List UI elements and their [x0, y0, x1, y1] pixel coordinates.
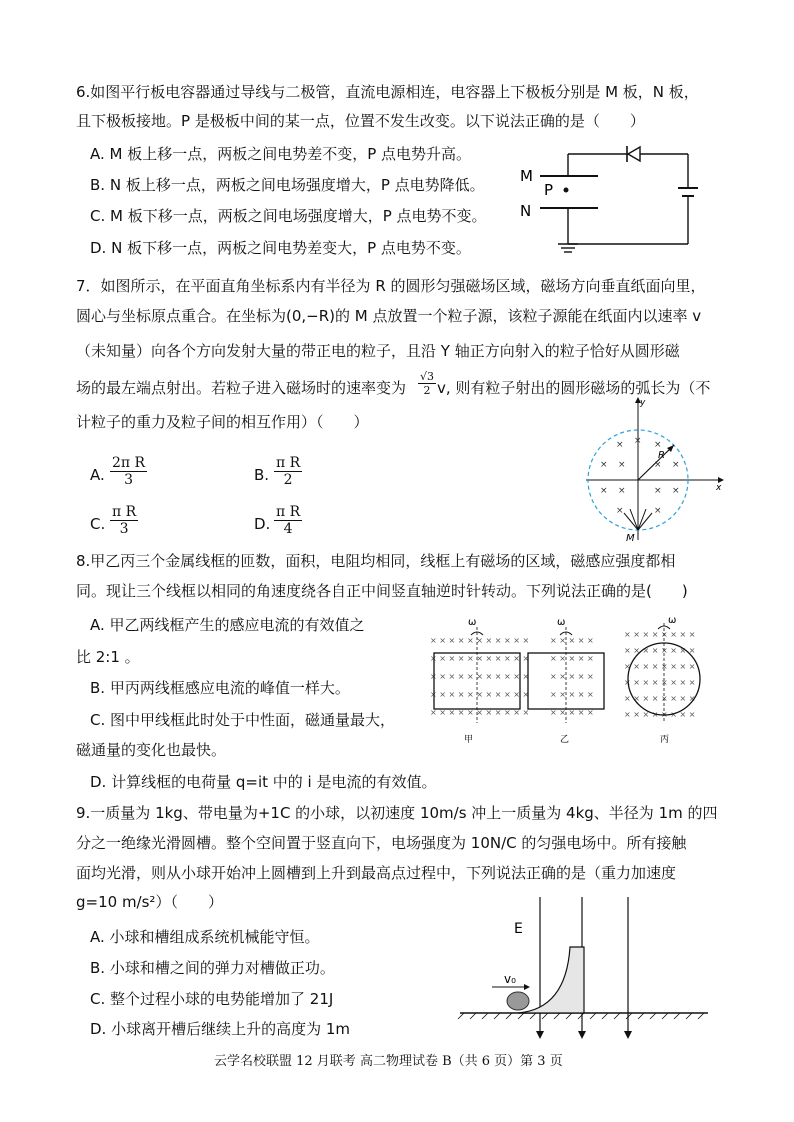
q7-option-b-num: π R — [276, 455, 301, 471]
svg-text:×: × — [654, 460, 662, 470]
svg-text:×: × — [618, 460, 626, 470]
q8-rotating-loops-figure — [428, 615, 718, 745]
q8-option-a-line1: A. 甲乙两线框产生的感应电流的有效值之 — [90, 616, 365, 634]
q7-option-a-num: 2π R — [112, 455, 146, 471]
q7-speed-fraction-num: √3 — [420, 370, 435, 383]
svg-text:×: × — [618, 486, 626, 496]
q8-stem-line2: 同。现让三个线框以相同的角速度绕各自正中间竖直轴逆时针转动。下列说法正确的是( ) — [76, 582, 688, 600]
q9-electric-field-groove-figure — [458, 895, 718, 1045]
svg-text:×: × — [654, 486, 662, 496]
q8-option-c-line1: C. 图中甲线框此时处于中性面，磁通量最大， — [90, 711, 396, 729]
q7-magnetic-field-figure — [578, 395, 728, 545]
q7-speed-fraction-den: 2 — [423, 384, 431, 397]
svg-text:× × × × × × × ×: × × × × × × × × — [624, 694, 696, 703]
q7-point-m-label: M — [626, 533, 635, 544]
q9-stem-line4: g=10 m/s²）（ ） — [76, 893, 223, 911]
q7-speed-fraction — [418, 370, 436, 397]
q9-stem-line3: 面均光滑，则从小球开始冲上圆槽到上升到最高点过程中，下列说法正确的是（重力加速度 — [76, 864, 677, 882]
q9-option-b: B. 小球和槽之间的弹力对槽做正功。 — [90, 959, 335, 977]
q8-stem-line1: 8.甲乙丙三个金属线框的匝数，面积，电阻均相同，线框上有磁场的区域，磁感应强度都相 — [76, 552, 676, 570]
q7-axis-x-label: x — [716, 483, 722, 493]
svg-text:× × × × × × × ×: × × × × × × × × — [624, 662, 696, 671]
q7-option-c-den: 3 — [119, 521, 129, 537]
q7-option-d-fraction — [274, 504, 302, 537]
svg-text:× × × × × × × × × × ×: × × × × × × × × × × × — [430, 708, 530, 717]
q6-label-n: N — [520, 202, 532, 220]
q9-field-label-e: E — [514, 921, 523, 937]
q8-label-bing: 丙 — [660, 735, 670, 745]
q7-option-b-den: 2 — [283, 472, 293, 488]
q7-option-c-label: C. — [90, 515, 106, 533]
svg-text:× × × × ×: × × × × × — [550, 708, 594, 717]
svg-text:×: × — [654, 506, 662, 516]
q9-stem-line2: 分之一绝缘光滑圆槽。整个空间置于竖直向下，电场强度为 10N/C 的匀强电场中。所有接触 — [76, 834, 687, 852]
q8-omega-label-yi: ω — [557, 617, 566, 628]
svg-text:×: × — [600, 486, 608, 496]
q6-stem-line1: 6.如图平行板电容器通过导线与二极管，直流电源相连，电容器上下极板分别是 M 板，N 板， — [76, 83, 699, 101]
q6-capacitor-circuit-figure — [510, 140, 710, 270]
q7-stem-line2: 圆心与坐标原点重合。在坐标为(0,−R)的 M 点放置一个粒子源，该粒子源能在纸面内以速率 v — [76, 307, 702, 325]
q6-option-a: A. M 板上移一点，两板之间电势差不变，P 点电势升高。 — [90, 145, 472, 163]
q7-option-a-den: 3 — [124, 472, 134, 488]
q8-option-b: B. 甲丙两线框感应电流的峰值一样大。 — [90, 679, 350, 697]
q6-option-b: B. N 板上移一点，两板之间电场强度增大，P 点电势降低。 — [90, 176, 485, 194]
q7-option-c-fraction — [110, 504, 138, 537]
q7-option-a-label: A. — [90, 466, 105, 484]
q7-option-b-label: B. — [254, 466, 270, 484]
svg-text:×: × — [634, 436, 642, 446]
svg-text:× × × × ×: × × × × × — [550, 654, 594, 663]
svg-text:×: × — [672, 486, 680, 496]
q6-stem-line2: 且下极板接地。P 是极板中间的某一点，位置不发生改变。以下说法正确的是（ ） — [76, 112, 645, 130]
q7-stem-line3: （未知量）向各个方向发射大量的带正电的粒子，且沿 Y 轴正方向射入的粒子恰好从圆形磁 — [76, 342, 680, 360]
q8-omega-label-jia: ω — [468, 617, 477, 628]
q7-stem-line5: 计粒子的重力及粒子间的相互作用）（ ） — [76, 413, 369, 431]
svg-text:× × × × ×: × × × × × — [550, 636, 594, 645]
q9-option-c: C. 整个过程小球的电势能增加了 21J — [90, 990, 334, 1008]
q7-option-a-fraction — [110, 455, 147, 488]
svg-text:× × × × ×: × × × × × — [550, 672, 594, 681]
q7-stem-line1: 7．如图所示，在平面直角坐标系内有半径为 R 的圆形匀强磁场区域，磁场方向垂直纸面向里， — [76, 277, 706, 295]
q7-option-b-fraction — [274, 455, 302, 488]
q7-stem-line4b: v, 则有粒子射出的圆形磁场的弧长为（不 — [437, 379, 711, 397]
q8-omega-label-bing: ω — [668, 615, 677, 626]
page-footer: 云学名校联盟 12 月联考 高二物理试卷 B（共 6 页）第 3 页 — [214, 1054, 563, 1069]
q7-stem-line4a: 场的最左端点射出。若粒子进入磁场时的速率变为 — [76, 379, 407, 397]
svg-text:× × × × × × × ×: × × × × × × × × — [624, 710, 696, 719]
q8-option-d: D. 计算线框的电荷量 q=it 中的 i 是电流的有效值。 — [90, 773, 437, 791]
q6-option-d: D. N 板下移一点，两板之间电势差变大，P 点电势不变。 — [90, 239, 471, 257]
q6-label-m: M — [520, 167, 533, 185]
q7-option-d-label: D. — [254, 515, 271, 533]
svg-text:× × × × × × × ×: × × × × × × × × — [624, 678, 696, 687]
q9-option-a: A. 小球和槽组成系统机械能守恒。 — [90, 928, 320, 946]
svg-text:× × × × × × × × × × ×: × × × × × × × × × × × — [430, 690, 530, 699]
svg-text:×: × — [672, 460, 680, 470]
svg-text:×: × — [600, 460, 608, 470]
q9-option-d: D. 小球离开槽后继续上升的高度为 1m — [90, 1020, 351, 1038]
svg-text:×: × — [616, 506, 624, 516]
q9-stem-line1: 9.一质量为 1kg、带电量为+1C 的小球，以初速度 10m/s 冲上一质量为 4kg、半径为 1m 的四 — [76, 804, 718, 822]
q7-option-c-num: π R — [112, 504, 137, 520]
q6-label-p: P — [544, 181, 554, 199]
q6-option-c: C. M 板下移一点，两板之间电场强度增大，P 点电势不变。 — [90, 207, 487, 225]
svg-text:× × × × × × × × × × ×: × × × × × × × × × × × — [430, 672, 530, 681]
svg-text:×: × — [654, 440, 662, 450]
q7-option-d-num: π R — [276, 504, 301, 520]
svg-text:× × × × × × × × × × ×: × × × × × × × × × × × — [430, 636, 530, 645]
svg-text:×: × — [616, 440, 624, 450]
q8-option-c-line2: 磁通量的变化也最快。 — [76, 741, 227, 759]
q7-option-d-den: 4 — [283, 521, 293, 537]
q8-option-a-line2: 比 2:1 。 — [76, 648, 140, 666]
svg-text:× × × × ×: × × × × × — [550, 690, 594, 699]
q9-velocity-label-v0: v₀ — [504, 972, 516, 986]
svg-text:× × × × × × × × × × ×: × × × × × × × × × × × — [430, 654, 530, 663]
q7-radius-label: R — [658, 450, 665, 461]
q7-axis-y-label: y — [640, 398, 646, 408]
q8-label-jia: 甲 — [464, 735, 474, 745]
q8-label-yi: 乙 — [560, 735, 570, 745]
svg-text:× × × × × × × ×: × × × × × × × × — [624, 630, 696, 639]
svg-text:× × × × × × × ×: × × × × × × × × — [624, 646, 696, 655]
